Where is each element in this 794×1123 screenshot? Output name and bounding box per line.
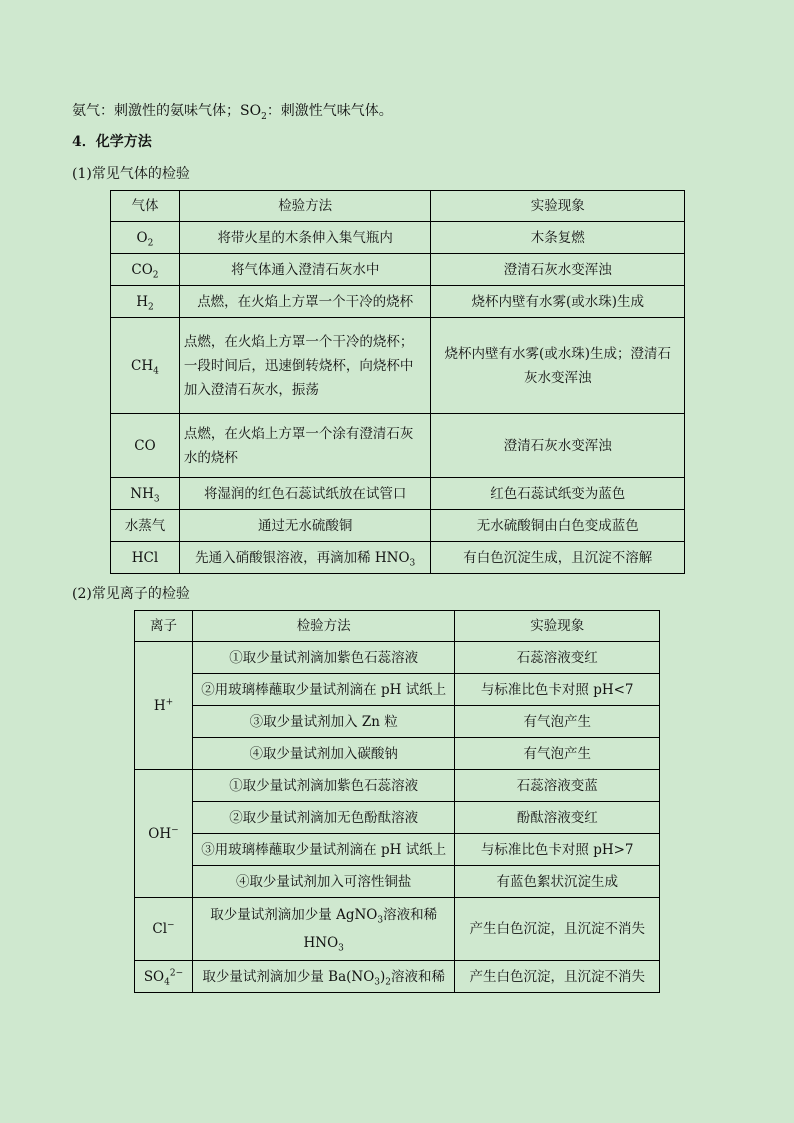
result-cell: 有白色沉淀生成，且沉淀不溶解	[431, 542, 685, 574]
ion-cell-h: H+	[135, 642, 193, 770]
result-cell: 产生白色沉淀，且沉淀不消失	[455, 898, 660, 961]
header-gas: 气体	[111, 191, 180, 222]
method-cell: 取少量试剂滴加少量 $Ba(NO_3)_2$溶液和稀	[192, 961, 454, 993]
table-row	[111, 414, 685, 478]
intro-line	[72, 101, 393, 121]
ion-section-title: (2)常见离子的检验	[72, 586, 190, 602]
ion-cell-cl: Cl−	[135, 898, 193, 961]
table-row	[135, 802, 660, 834]
table-row	[111, 542, 685, 574]
gas-cell: $NH_3$	[111, 478, 180, 510]
result-cell: 木条复燃	[431, 222, 685, 254]
table-row	[135, 770, 660, 802]
method-cell: ②用玻璃棒蘸取少量试剂滴在 pH 试纸上	[192, 674, 454, 706]
table-header-row	[135, 611, 660, 642]
table-row	[135, 834, 660, 866]
method-cell: ③取少量试剂加入 Zn 粒	[192, 706, 454, 738]
table-row	[135, 706, 660, 738]
ion-test-table	[134, 610, 660, 993]
table-row	[135, 866, 660, 898]
table-row	[135, 738, 660, 770]
table-row	[111, 254, 685, 286]
method-cell: ②取少量试剂滴加无色酚酞溶液	[192, 802, 454, 834]
table-row	[111, 286, 685, 318]
table-row	[135, 961, 660, 993]
ion-cell-so4: $SO_4^{2-}$	[135, 961, 193, 993]
method-cell: ④取少量试剂加入可溶性铜盐	[192, 866, 454, 898]
table-row	[111, 478, 685, 510]
gas-cell: $O_2$	[111, 222, 180, 254]
method-cell: ①取少量试剂滴加紫色石蕊溶液	[192, 770, 454, 802]
header-method: 检验方法	[192, 611, 454, 642]
header-ion: 离子	[135, 611, 193, 642]
so2-sub: 2	[261, 111, 267, 122]
gas-cell: $CO_2$	[111, 254, 180, 286]
method-cell: ④取少量试剂加入碳酸钠	[192, 738, 454, 770]
method-cell: 将气体通入澄清石灰水中	[179, 254, 431, 286]
result-cell: 与标准比色卡对照 pH<7	[455, 674, 660, 706]
table-row	[135, 898, 660, 961]
method-cell: 取少量试剂滴加少量 AgNO$_3$溶液和稀 $HNO_3$	[192, 898, 454, 961]
header-result: 实验现象	[455, 611, 660, 642]
method-cell: 将带火星的木条伸入集气瓶内	[179, 222, 431, 254]
result-cell: 澄清石灰水变浑浊	[431, 254, 685, 286]
result-cell: 有气泡产生	[455, 706, 660, 738]
result-cell: 石蕊溶液变红	[455, 642, 660, 674]
result-cell: 烧杯内壁有水雾(或水珠)生成；澄清石 灰水变浑浊	[431, 318, 685, 414]
table-row	[135, 642, 660, 674]
method-cell: 先通入硝酸银溶液，再滴加稀 $HNO_3$	[179, 542, 431, 574]
gas-section-title: (1)常见气体的检验	[72, 166, 190, 182]
table-row	[111, 222, 685, 254]
table-header-row	[111, 191, 685, 222]
result-cell: 无水硫酸铜由白色变成蓝色	[431, 510, 685, 542]
so2-label: SO	[240, 103, 262, 119]
gas-cell: $CH_4$	[111, 318, 180, 414]
header-result: 实验现象	[431, 191, 685, 222]
section-4-title: 4．化学方法	[72, 134, 152, 150]
so2-text: ：刺激性气味气体。	[266, 103, 393, 119]
table-row	[111, 510, 685, 542]
method-cell: 点燃，在火焰上方罩一个涂有澄清石灰 水的烧杯	[179, 414, 431, 478]
gas-cell: $H_2$	[111, 286, 180, 318]
ammonia-text: 氨气：刺激性的氨味气体；	[72, 103, 240, 119]
table-row	[111, 318, 685, 414]
result-cell: 澄清石灰水变浑浊	[431, 414, 685, 478]
result-cell: 有蓝色絮状沉淀生成	[455, 866, 660, 898]
method-cell: 点燃，在火焰上方罩一个干冷的烧杯	[179, 286, 431, 318]
method-cell: 将湿润的红色石蕊试纸放在试管口	[179, 478, 431, 510]
gas-test-table	[110, 190, 685, 574]
result-cell: 与标准比色卡对照 pH>7	[455, 834, 660, 866]
ion-cell-oh: OH−	[135, 770, 193, 898]
result-cell: 酚酞溶液变红	[455, 802, 660, 834]
table-row	[135, 674, 660, 706]
gas-cell: 水蒸气	[111, 510, 180, 542]
gas-cell: CO	[111, 414, 180, 478]
method-cell: 通过无水硫酸铜	[179, 510, 431, 542]
result-cell: 产生白色沉淀，且沉淀不消失	[455, 961, 660, 993]
gas-cell: HCl	[111, 542, 180, 574]
result-cell: 有气泡产生	[455, 738, 660, 770]
result-cell: 红色石蕊试纸变为蓝色	[431, 478, 685, 510]
header-method: 检验方法	[179, 191, 431, 222]
result-cell: 烧杯内壁有水雾(或水珠)生成	[431, 286, 685, 318]
method-cell: 点燃，在火焰上方罩一个干冷的烧杯； 一段时间后，迅速倒转烧杯，向烧杯中 加入澄清石灰水，振荡	[179, 318, 431, 414]
method-cell: ③用玻璃棒蘸取少量试剂滴在 pH 试纸上	[192, 834, 454, 866]
method-cell: ①取少量试剂滴加紫色石蕊溶液	[192, 642, 454, 674]
result-cell: 石蕊溶液变蓝	[455, 770, 660, 802]
